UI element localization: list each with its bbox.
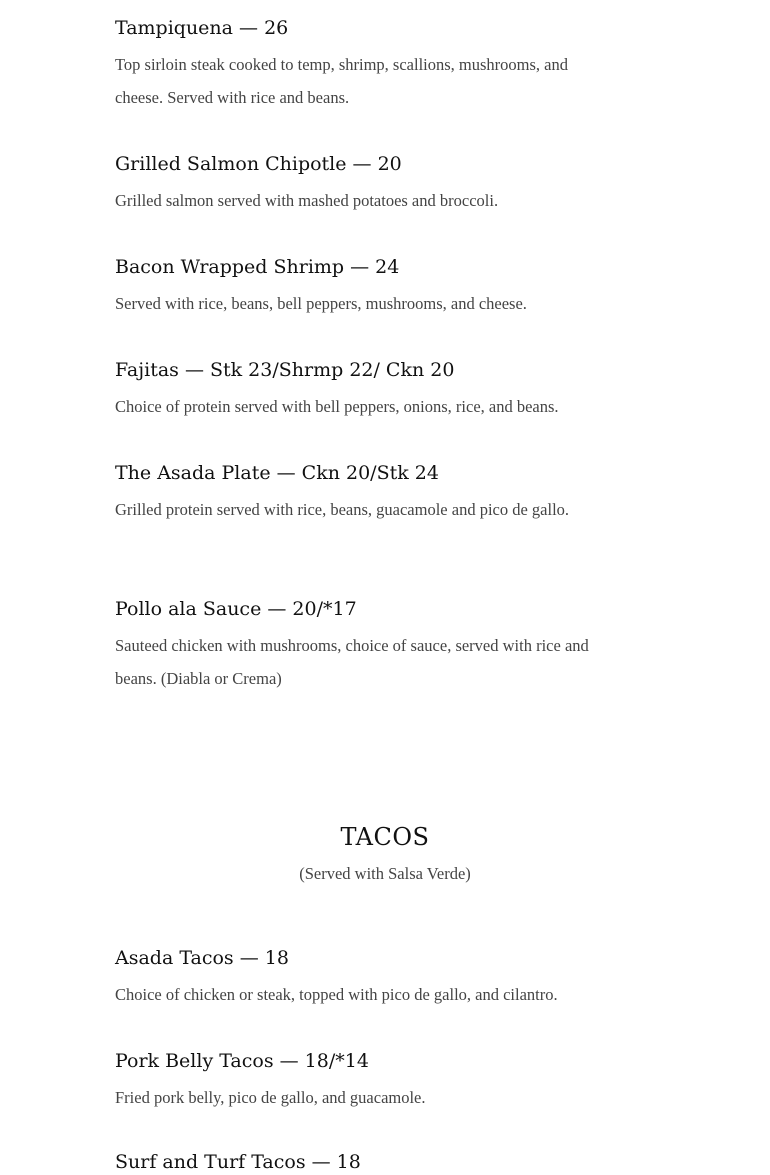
item-title: The Asada Plate — Ckn 20/Stk 24	[115, 462, 439, 484]
item-description: Choice of protein served with bell peppers, onions, rice, and beans.	[115, 397, 559, 416]
item-description: Choice of chicken or steak, topped with pico de gallo, and cilantro.	[115, 985, 558, 1004]
section-subheading: (Served with Salsa Verde)	[299, 864, 471, 883]
item-title: Asada Tacos — 18	[115, 947, 289, 969]
item-description: Fried pork belly, pico de gallo, and guacamole.	[115, 1088, 426, 1107]
item-description: Grilled salmon served with mashed potatoes and broccoli.	[115, 191, 499, 210]
item-title: Bacon Wrapped Shrimp — 24	[115, 256, 400, 278]
item-description: Served with rice, beans, bell peppers, mushrooms, and cheese.	[115, 294, 527, 313]
item-title: Fajitas — Stk 23/Shrmp 22/ Ckn 20	[115, 359, 455, 381]
item-description: Top sirloin steak cooked to temp, shrimp, scallions, mushrooms, and cheese. Served with rice and beans.	[115, 55, 569, 107]
item-description: Grilled protein served with rice, beans, guacamole and pico de gallo.	[115, 500, 570, 519]
item-title: Pollo ala Sauce — 20/*17	[115, 598, 357, 620]
section-heading-tacos: TACOS	[340, 823, 430, 851]
item-description: Sauteed chicken with mushrooms, choice of sauce, served with rice and beans. (Diabla or Crema)	[115, 636, 589, 688]
item-title: Grilled Salmon Chipotle — 20	[115, 153, 402, 175]
item-title: Tampiquena — 26	[115, 17, 289, 39]
item-title: Pork Belly Tacos — 18/*14	[115, 1050, 369, 1072]
item-title: Surf and Turf Tacos — 18	[115, 1151, 361, 1173]
